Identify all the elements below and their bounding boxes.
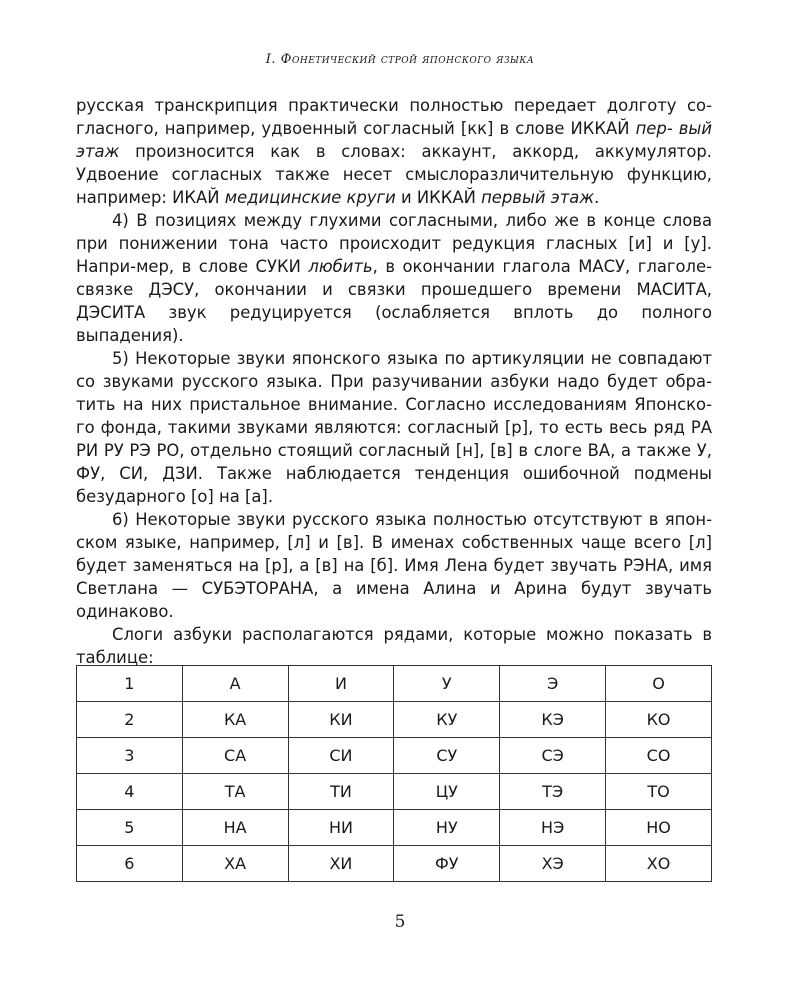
syllable-cell: У bbox=[394, 666, 500, 702]
row-number-cell: 3 bbox=[77, 738, 183, 774]
syllable-cell: ХИ bbox=[288, 846, 394, 882]
syllable-cell: СУ bbox=[394, 738, 500, 774]
row-number-cell: 1 bbox=[77, 666, 183, 702]
syllable-cell: НУ bbox=[394, 810, 500, 846]
row-number-cell: 2 bbox=[77, 702, 183, 738]
paragraph-4: 6) Некоторые звуки русского языка полностью отсутствуют в япон-ском языке, например, [л] и [в]. В именах собственных чаще всего [л] будет заменяться на [р], а [в] на [б]. Имя Лена будет звучать РЭНА, имя Светлана — СУБЭТОРАНА, а имена Алина и Арина будут звучать одинаково. bbox=[76, 510, 712, 621]
table-row bbox=[77, 774, 712, 810]
italic-term: медицинские круги bbox=[224, 188, 396, 207]
paragraph-2: 4) В позициях между глухими согласными, либо же в конце слова при понижении тона часто происходит редукция гласных [и] и [у]. Напри-мер, в слове СУКИ любить, в окончании глагола МАСУ, глаголе-связке ДЭСУ, окончании и связки прошедшего времени МАСИТА, ДЭСИТА звук редуцируется (ослабляется вплоть до полного выпадения). bbox=[76, 211, 712, 345]
row-number-cell: 5 bbox=[77, 810, 183, 846]
syllable-table bbox=[76, 665, 712, 882]
italic-term: вый этаж bbox=[76, 119, 713, 161]
paragraph-3: 5) Некоторые звуки японского языка по артикуляции не совпадают со звуками русского языка. При разучивании азбуки надо будет обра-тить на них пристальное внимание. Согласно исследованиям Японско-го фонда, такими звуками являются: согласный [р], то есть весь ряд РА РИ РУ РЭ РО, отдельно стоящий согласный [н], [в] в слоге ВА, а также У, ФУ, СИ, ДЗИ. Также наблюдается тенденция ошибочной подмены безударного [о] на [а]. bbox=[76, 349, 712, 506]
syllable-cell: А bbox=[182, 666, 288, 702]
italic-term: любить bbox=[308, 257, 373, 276]
syllable-cell: КИ bbox=[288, 702, 394, 738]
paragraph-1: русская транскрипция практически полностью передает долготу со-гласного, например, удвоенный согласный [кк] в слове ИККАЙ пер- вый этаж произносится как в словах: аккаунт, аккорд, аккумулятор. Удвоение согласных также несет смыслоразличительную функцию, например: ИКАЙ медицинские круги и ИККАЙ первый этаж. bbox=[76, 96, 713, 207]
italic-term: первый этаж bbox=[481, 188, 595, 207]
page-number: 5 bbox=[394, 912, 406, 932]
table-row bbox=[77, 702, 712, 738]
table-row bbox=[77, 738, 712, 774]
table-row bbox=[77, 846, 712, 882]
syllable-cell: ХЭ bbox=[500, 846, 606, 882]
body-text bbox=[76, 94, 712, 669]
syllable-cell: И bbox=[288, 666, 394, 702]
running-header: I. Фонетический строй японского языка bbox=[265, 52, 535, 67]
syllable-cell: КУ bbox=[394, 702, 500, 738]
syllable-cell: НИ bbox=[288, 810, 394, 846]
syllable-cell: ТО bbox=[606, 774, 712, 810]
table-row bbox=[77, 666, 712, 702]
syllable-cell: ХА bbox=[182, 846, 288, 882]
syllable-cell: ТИ bbox=[288, 774, 394, 810]
syllable-cell: ТА bbox=[182, 774, 288, 810]
syllable-cell: ХО bbox=[606, 846, 712, 882]
syllable-cell: КА bbox=[182, 702, 288, 738]
paragraph-5: Слоги азбуки располагаются рядами, которые можно показать в таблице: bbox=[76, 625, 712, 667]
syllable-cell: НА bbox=[182, 810, 288, 846]
table-row bbox=[77, 810, 712, 846]
italic-term: пер- bbox=[635, 119, 673, 138]
syllable-cell: СО bbox=[606, 738, 712, 774]
syllable-cell: КО bbox=[606, 702, 712, 738]
syllable-cell: СЭ bbox=[500, 738, 606, 774]
syllable-cell: КЭ bbox=[500, 702, 606, 738]
syllable-cell: НЭ bbox=[500, 810, 606, 846]
syllable-table-body bbox=[77, 666, 712, 882]
syllable-cell: О bbox=[606, 666, 712, 702]
row-number-cell: 6 bbox=[77, 846, 183, 882]
syllable-cell: СА bbox=[182, 738, 288, 774]
syllable-cell: Э bbox=[500, 666, 606, 702]
row-number-cell: 4 bbox=[77, 774, 183, 810]
syllable-cell: СИ bbox=[288, 738, 394, 774]
syllable-cell: ФУ bbox=[394, 846, 500, 882]
syllable-cell: НО bbox=[606, 810, 712, 846]
syllable-cell: ЦУ bbox=[394, 774, 500, 810]
syllable-cell: ТЭ bbox=[500, 774, 606, 810]
